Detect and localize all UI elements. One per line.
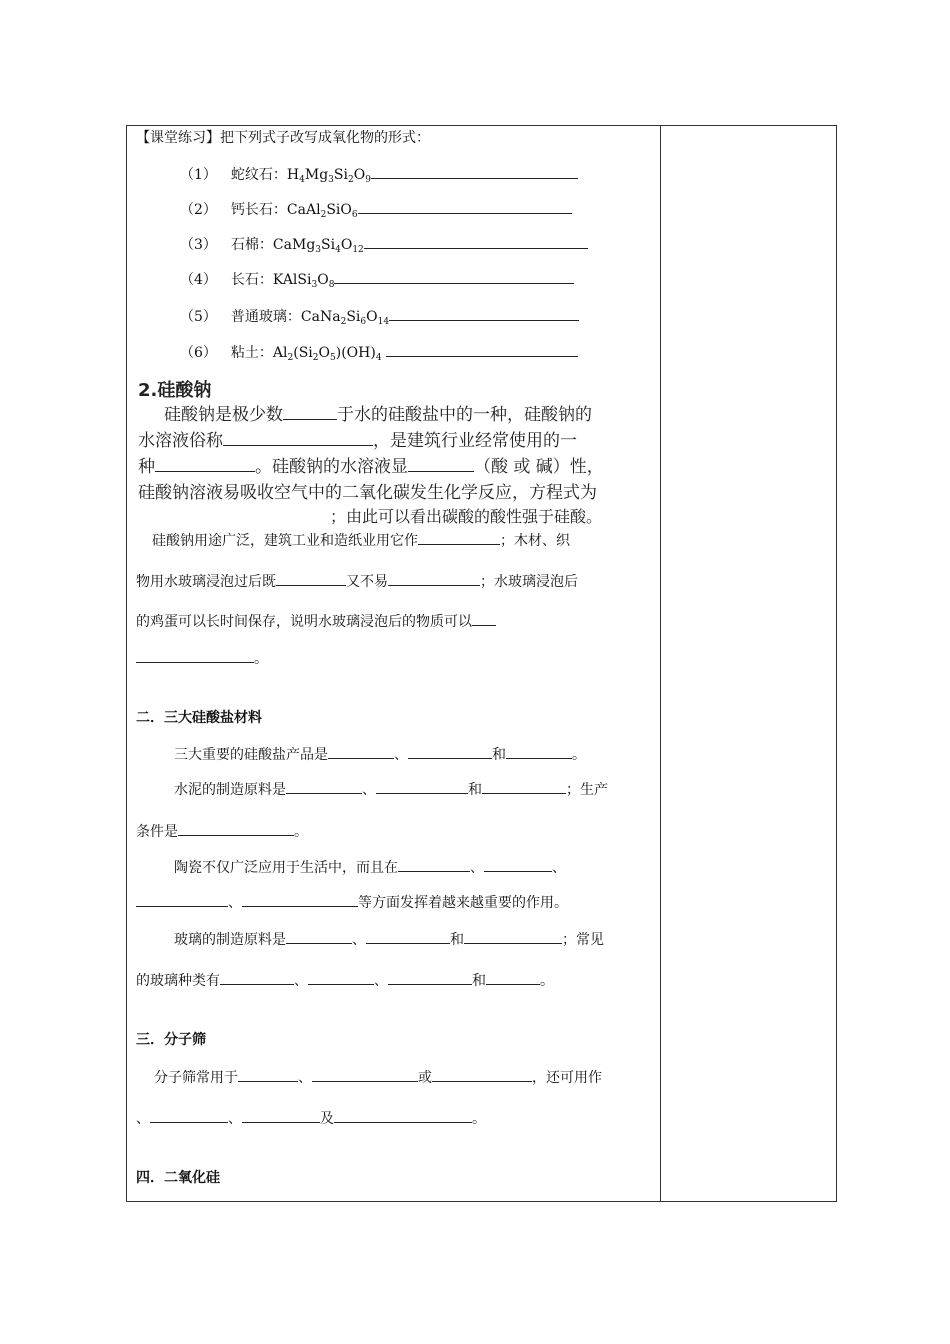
answer-blank[interactable]	[506, 744, 572, 759]
answer-blank[interactable]	[242, 1108, 320, 1123]
section-heading-silicon-dioxide: 四．二氧化硅	[136, 1170, 220, 1186]
exercise-item-5: （5） 普通玻璃：$CaNa_2Si_6O_{14}$	[180, 306, 579, 332]
exercise-item-4: （4） 长石：$KAlSi_3O_8$	[180, 269, 574, 295]
section-heading-silicate-materials: 二．三大硅酸盐材料	[136, 710, 262, 726]
sodium-silicate-uses-3: 的鸡蛋可以长时间保存，说明水玻璃浸泡后的物质可以	[136, 611, 496, 632]
answer-blank[interactable]	[223, 428, 373, 446]
section2-line-6: 玻璃的制造原料是 、 和 ；常见	[174, 929, 604, 950]
sodium-silicate-line-1: 硅酸钠是极少数 于水的硅酸盐中的一种，硅酸钠的	[164, 402, 592, 428]
answer-blank[interactable]	[472, 611, 496, 626]
sodium-silicate-uses-1: 硅酸钠用途广泛，建筑工业和造纸业用它作 ；木材、织	[152, 530, 570, 551]
answer-blank[interactable]	[388, 571, 480, 586]
answer-blank[interactable]	[150, 1108, 228, 1123]
section2-line-3: 条件是 。	[136, 821, 308, 842]
section2-line-1: 三大重要的硅酸盐产品是 、 和 。	[174, 744, 586, 765]
answer-blank[interactable]	[482, 779, 566, 794]
sodium-silicate-line-4: 硅酸钠溶液易吸收空气中的二氧化碳发生化学反应，方程式为	[138, 483, 597, 503]
answer-blank[interactable]	[366, 929, 450, 944]
sodium-silicate-line-2: 水溶液俗称 ，是建筑行业经常使用的一	[138, 428, 577, 454]
answer-blank[interactable]	[136, 648, 254, 663]
answer-blank[interactable]	[334, 269, 574, 284]
answer-blank[interactable]	[328, 744, 394, 759]
exercise-item-3: （3） 石棉：$CaMg_3Si_4O_{12}$	[180, 234, 588, 260]
answer-blank[interactable]	[276, 571, 346, 586]
answer-blank[interactable]	[286, 929, 352, 944]
answer-blank[interactable]	[484, 857, 552, 872]
section3-line-1: 分子筛常用于 、 或 ，还可用作	[154, 1067, 602, 1088]
answer-blank[interactable]	[389, 306, 579, 321]
answer-blank[interactable]	[408, 454, 474, 472]
sodium-silicate-title: 2.硅酸钠	[138, 380, 212, 401]
answer-blank[interactable]	[286, 779, 362, 794]
answer-blank[interactable]	[308, 970, 374, 985]
section2-line-5: 、 等方面发挥着越来越重要的作用。	[136, 892, 568, 913]
sodium-silicate-line-5: ；由此可以看出碳酸的酸性强于硅酸。	[330, 507, 603, 526]
answer-blank[interactable]	[283, 402, 337, 420]
answer-blank[interactable]	[242, 892, 358, 907]
answer-blank[interactable]	[388, 970, 472, 985]
answer-blank[interactable]	[220, 970, 294, 985]
answer-blank[interactable]	[312, 1067, 418, 1082]
section-heading-molecular-sieve: 三．分子筛	[136, 1032, 206, 1048]
answer-blank[interactable]	[238, 1067, 298, 1082]
answer-blank[interactable]	[364, 234, 588, 249]
answer-blank[interactable]	[376, 779, 468, 794]
answer-blank[interactable]	[155, 454, 255, 472]
answer-blank[interactable]	[432, 1067, 532, 1082]
section2-line-4: 陶瓷不仅广泛应用于生活中，而且在 、 、	[174, 857, 566, 878]
answer-blank[interactable]	[418, 530, 500, 545]
answer-blank[interactable]	[464, 929, 562, 944]
answer-blank[interactable]	[486, 970, 540, 985]
section2-line-2: 水泥的制造原料是 、 和 ；生产	[174, 779, 608, 800]
sodium-silicate-line-3: 种 。硅酸钠的水溶液显 （酸 或 碱）性，	[138, 454, 604, 480]
exercise-heading: 【课堂练习】把下列式子改写成氧化物的形式：	[136, 130, 430, 146]
answer-blank[interactable]	[334, 1108, 472, 1123]
exercise-item-6: （6） 粘土：$Al_2(Si_2O_5)(OH)_4$	[180, 342, 578, 368]
answer-blank[interactable]	[386, 342, 578, 357]
answer-blank[interactable]	[358, 199, 572, 214]
answer-blank[interactable]	[371, 164, 578, 179]
table-column-divider	[660, 125, 661, 1202]
answer-blank[interactable]	[398, 857, 470, 872]
sodium-silicate-uses-4: 。	[136, 648, 268, 669]
answer-blank[interactable]	[178, 821, 294, 836]
exercise-item-1: （1） 蛇纹石：$H_4Mg_3Si_2O_9$	[180, 164, 578, 190]
section3-line-2: 、 、 及 。	[136, 1108, 486, 1129]
sodium-silicate-uses-2: 物用水玻璃浸泡过后既 又不易 ；水玻璃浸泡后	[136, 571, 578, 592]
exercise-item-2: （2） 钙长石：CaAl$_2$SiO$_6$	[180, 199, 572, 225]
section2-line-7: 的玻璃种类有 、 、 和 。	[136, 970, 554, 991]
answer-blank[interactable]	[408, 744, 492, 759]
answer-blank[interactable]	[136, 892, 228, 907]
